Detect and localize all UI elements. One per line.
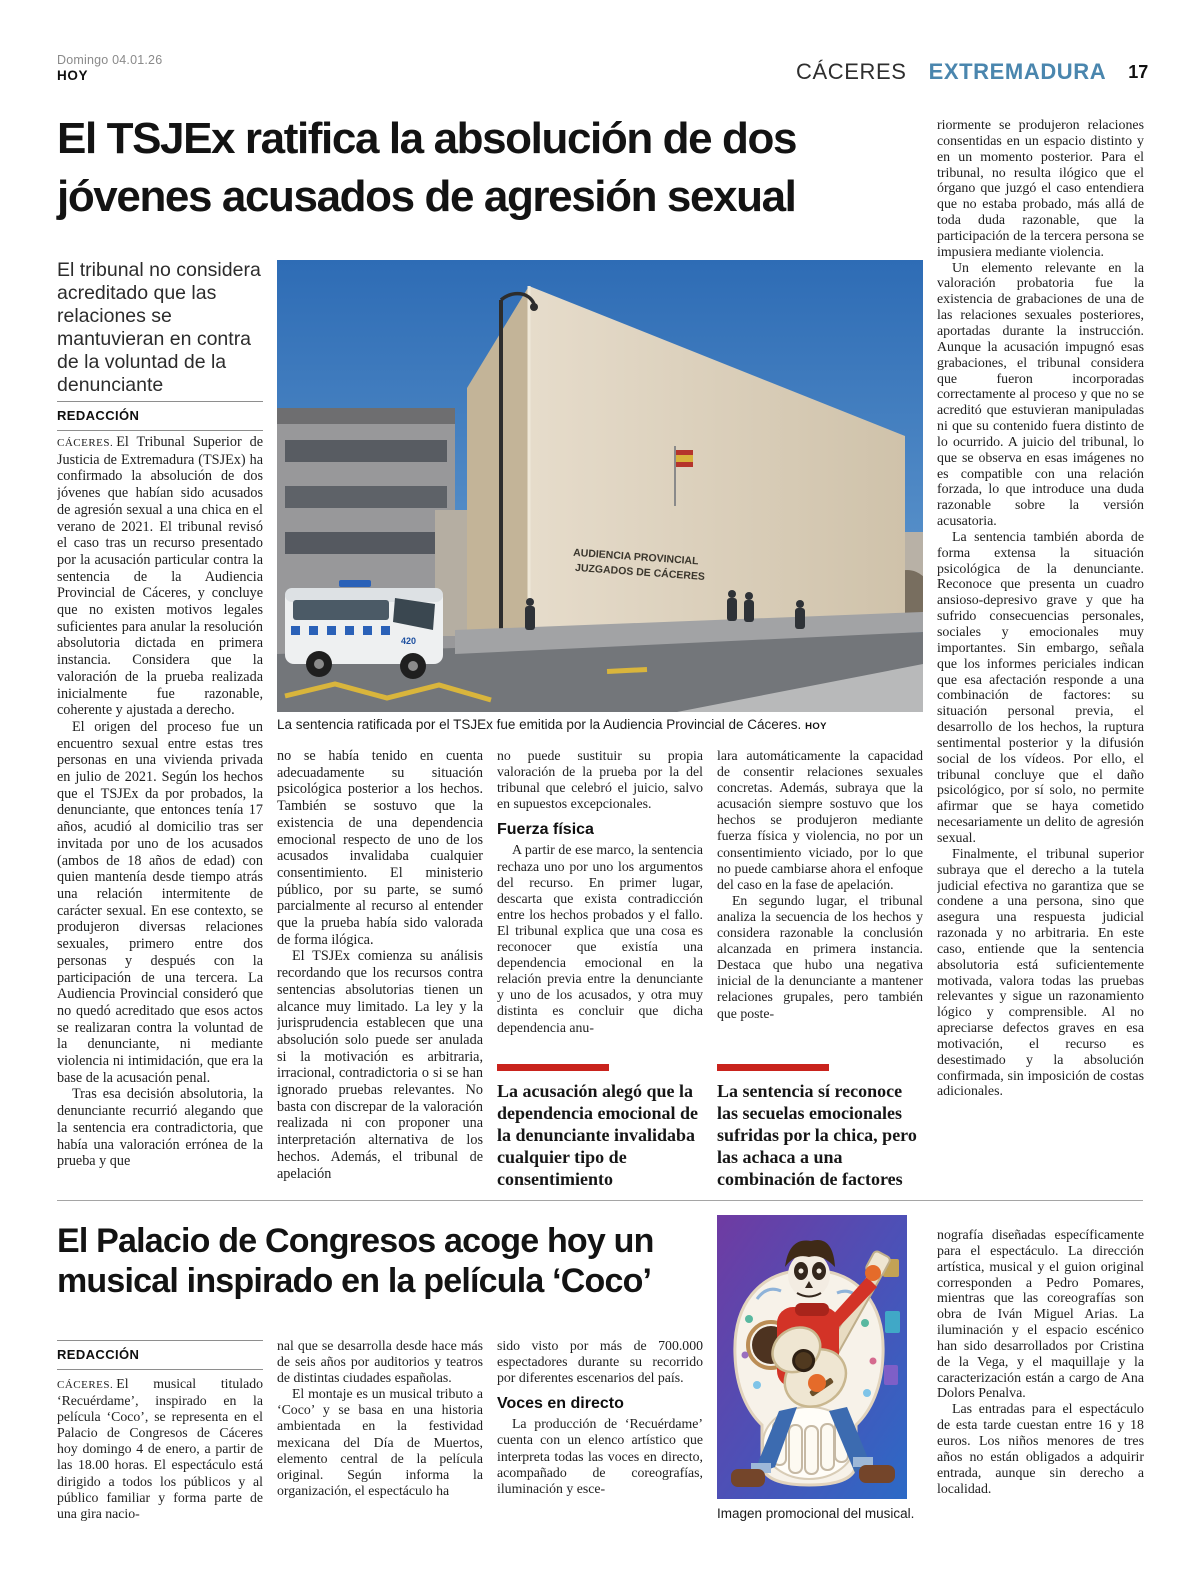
photo-caption [277, 717, 923, 732]
paragraph: nal que se desarrolla desde hace más de seis años por auditorios y teatros de distintas ciudades españolas. [277, 1338, 483, 1386]
building-sign-line2: JUZGADOS DE CÁCERES [574, 561, 706, 583]
paragraph: El musical titulado ‘Recuérdame’, inspirado en la película ‘Coco’, se representa en el Palacio de Congresos de Cáceres hoy domingo 4 de enero, a partir de las 18.00 horas. El espectáculo está dirigido a todos los públicos y al público familiar y forma parte de una gira nacio- [57, 1376, 263, 1521]
paragraph: Las entradas para el espectáculo de esta tarde cuestan entre 16 y 18 euros. Los niños menores de tres años no están obligados a adquirir entrada, aunque sin derecho a localidad. [937, 1402, 1144, 1497]
article2-column-3 [497, 1338, 703, 1572]
photo-caption-text: La sentencia ratificada por el TSJEx fue emitida por la Audiencia Provincial de Cáceres. [277, 717, 802, 732]
courthouse-photo-illustration [277, 260, 923, 712]
dateline: CÁCERES. [57, 437, 114, 449]
paragraph: nografía diseñadas específicamente para el espectáculo. La dirección artística, musical y el guion original corresponden a Pedro Pomares, mientras que las coreografías son obra de Iván Miguel Arias. La iluminación y el espacio escénico han sido desarrollados por Cristina de la Vega, y el maquillaje y la caracterización están a cargo de Ana Dolors Penalva. [937, 1228, 1144, 1402]
paragraph: El Tribunal Superior de Justicia de Extremadura (TSJEx) ha confirmado la absolución de dos jóvenes que habían sido acusados de agresión sexual a una chica en el verano de 2021. El tribunal revisó el caso tras un recurso presentado por la acusación particular contra la sentencia de la Audiencia Provincial de Cáceres, y concluye que no existen motivos legales suficientes para anular la resolución absolutoria dictada en primera instancia. Considera que la valoración de la prueba realizada inicialmente fue razonable, coherente y ajustada a derecho. [57, 434, 263, 719]
dateline: CÁCERES. [57, 1379, 114, 1391]
article2-column-2 [277, 1338, 483, 1572]
paragraph: riormente se produjeron relaciones consentidas en un espacio distinto y en un momento posterior. Para el tribunal, no resulta ilógico que el órgano que juzgó el caso entendiera que no estaba probado, más allá de toda duda razonable, que la participación de la tercera persona se impusiera mediante violencia. [937, 118, 1144, 260]
pullquote-rule [497, 1064, 609, 1071]
coco-promo-illustration [717, 1215, 907, 1499]
paragraph: sido visto por más de 700.000 espectadores durante su recorrido por diferentes escenarios del país. [497, 1338, 703, 1386]
section-subhead: Fuerza física [497, 821, 594, 839]
pullquote-text: La sentencia sí reconoce las secuelas emocionales sufridas por la chica, pero las achaca a una combinación de factores [717, 1081, 917, 1189]
paragraph: Tras esa decisión absolutoria, la denunciante recurrió alegando que la sentencia era contradictoria, que había una valoración errónea de la prueba y que [57, 1086, 263, 1170]
article-photo-courthouse [277, 260, 923, 712]
paragraph: A partir de ese marco, la sentencia rechaza uno por uno los argumentos del recurso. En primer lugar, descarta que exista contradicción entre los hechos probados y el fallo. El tribunal explica que una cosa es reconocer que existía una dependencia emocional en la relación previa entre la denunciante y uno de los acusados, y otra muy distinta es concluir que dicha dependencia anu- [497, 842, 703, 1035]
paragraph: no se había tenido en cuenta adecuadamente su situación psicológica posterior a los hechos. También se sostuvo que la existencia de una dependencia emocional respecto de uno de los acusados invalidaba cualquier consentimiento. El ministerio público, por su parte, se sumó parcialmente al recurso al entender que la prueba había sido valorada de forma ilógica. [277, 748, 483, 948]
paragraph: El montaje es un musical tributo a ‘Coco’ y se basa en una historia ambientada en la festividad mexicana del Día de Muertos, elemento central de la película original. Según informa la organización, el espectáculo ha [277, 1386, 483, 1498]
section-name: CÁCERES [796, 59, 907, 84]
article2-column-1 [57, 1376, 263, 1572]
van-number: 420 [401, 636, 417, 646]
edition-name: EXTREMADURA [928, 59, 1107, 84]
section-header [785, 56, 1149, 88]
secondary-headline: El Palacio de Congresos acoge hoy un musical inspirado en la película ‘Coco’ [57, 1222, 654, 1300]
article2-column-4 [937, 1228, 1144, 1574]
main-headline: El TSJEx ratifica la absolución de dos jóvenes acusados de agresión sexual [57, 114, 797, 221]
edition-date: Domingo 04.01.26 [57, 53, 163, 67]
paragraph: La producción de ‘Recuérdame’ cuenta con un elenco artístico que interpreta todas las voces en directo, acompañado de coreografías, iluminación y esce- [497, 1416, 703, 1496]
byline: REDACCIÓN [57, 401, 263, 431]
building-sign-line1: AUDIENCIA PROVINCIAL [572, 546, 699, 568]
pullquote-1 [497, 1064, 703, 1190]
musical-promo-image [717, 1215, 907, 1499]
article1-column-2 [277, 748, 483, 1186]
section-subhead: Voces en directo [497, 1395, 624, 1413]
byline: REDACCIÓN [57, 1340, 263, 1370]
paragraph: El origen del proceso fue un encuentro sexual entre estas tres personas en una vivienda privada en julio de 2021. Según los hechos que el TSJEx da por probados, la denunciante, que entonces tenía 17 años, acudió al domicilio tras ser invitada por uno de los acusados (ambos de 18 años de edad) con quien mantenía desde tiempo atrás una relación intermitente de carácter sexual. En ese contexto, se produjeron diversas relaciones sexuales, primero entre dos personas y después con la participación de una tercera. La Audiencia Provincial consideró que no quedó acreditado que esos actos se realizaran contra la voluntad de la denunciante, ni mediante violencia ni intimidación, que era la base de la acusación penal. [57, 718, 263, 1086]
article1-column-1 [57, 434, 263, 1186]
article1-column-4 [717, 748, 923, 1054]
paragraph: La sentencia también aborda de forma extensa la situación psicológica de la denunciante. Reconoce que presenta un cuadro ansioso-depresivo grave y que ha sufrido consecuencias personales, sociales y emocionales muy importantes. Sin embargo, señala que los informes periciales indican que esa afectación responde a una combinación de factores: su situación personal previa, el desarrollo de los hechos, la ruptura sentimental posterior y la difusión social de los vídeos. Por ello, el tribunal concluye que el daño psicológico, por sí solo, no permite afirmar que se haya cometido necesariamente un delito de agresión sexual. [937, 529, 1144, 846]
paragraph: no puede sustituir su propia valoración de la prueba por la del tribunal que celebró el juicio, salvo en supuestos excepcionales. [497, 748, 703, 812]
article1-column-3 [497, 748, 703, 1054]
main-subheadline: El tribunal no considera acreditado que las relaciones se mantuvieran en contra de la voluntad de la denunciante [57, 259, 261, 396]
pullquote-2 [717, 1064, 923, 1190]
photo-credit: HOY [805, 721, 827, 732]
paragraph: Finalmente, el tribunal superior subraya que el derecho a la tutela judicial efectiva no garantiza que se condene a una persona, sino que asegura una respuesta judicial razonada y no arbitraria. En este caso, entiende que la sentencia absolutoria está suficientemente motivada, valora todas las pruebas relevantes y sigue un razonamiento lógico y comprensible. Al no apreciarse defectos graves en esa motivación, el recurso es desestimado y la absolución confirmada, sin imposición de costas adicionales. [937, 846, 1144, 1100]
paragraph: En segundo lugar, el tribunal analiza la secuencia de los hechos y considera razonable la conclusión alcanzada en primera instancia. Destaca que hubo una negativa inicial de la denunciante a mantener relaciones grupales, pero también que poste- [717, 892, 923, 1021]
article1-column-5 [937, 118, 1144, 1188]
spain-flag [676, 450, 693, 467]
article-divider-rule [57, 1200, 1143, 1201]
page-number: 17 [1128, 61, 1149, 82]
promo-image-caption: Imagen promocional del musical. [717, 1506, 915, 1521]
pullquote-rule [717, 1064, 829, 1071]
paragraph: lara automáticamente la capacidad de consentir relaciones sexuales concretas. Además, subraya que la acusación siempre sostuvo que los hechos se produjeron mediante fuerza física y violencia, no por un consentimiento viciado, por lo que no puede cambiarse ahora el enfoque del caso en la fase de apelación. [717, 748, 923, 892]
pullquote-text: La acusación alegó que la dependencia emocional de la denunciante invalidaba cualquier tipo de consentimiento [497, 1081, 698, 1189]
paragraph: El TSJEx comienza su análisis recordando que los recursos contra sentencias absolutorias tienen un alcance muy limitado. La ley y la jurisprudencia establecen que una absolución solo puede ser anulada si la motivación es arbitraria, irracional, contradictoria o si se han ignorado pruebas relevantes. No basta con discrepar de la valoración realizada ni con proponer una interpretación alternativa de los hechos. Además, el tribunal de apelación [277, 948, 483, 1182]
newspaper-brand: HOY [57, 68, 89, 83]
paragraph: Un elemento relevante en la valoración probatoria fue la existencia de grabaciones de una de las relaciones sexuales posteriores, aportadas durante la instrucción. Aunque la acusación impugnó esas grabaciones, el tribunal considera que fueron incorporadas correctamente al proceso y que no se acreditó que estuvieran manipuladas ni que su contenido fuera distinto de lo ocurrido. A juicio del tribunal, lo que se observa en esas imágenes no es compatible con una relación forzada, lo que introduce una duda razonable sobre la versión acusatoria. [937, 260, 1144, 530]
